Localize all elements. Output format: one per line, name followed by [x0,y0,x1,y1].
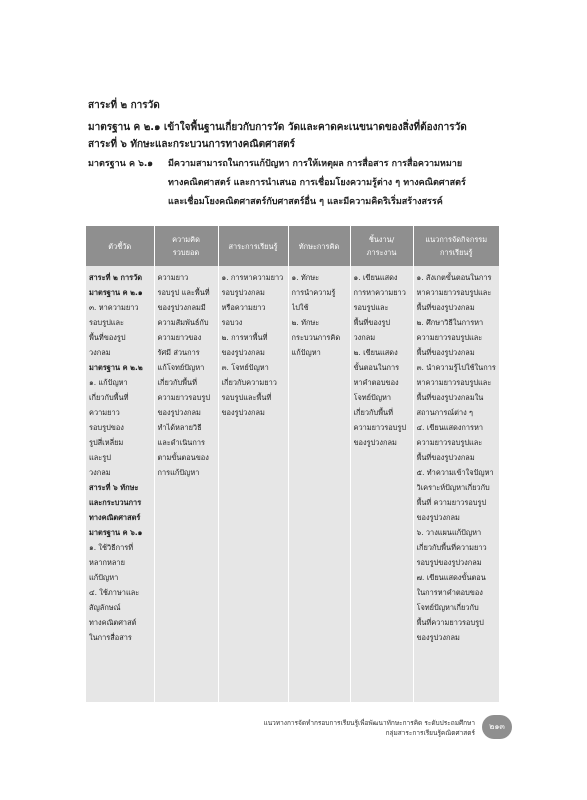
cell-line: ๓. นำความรู้ไปใช้ในการ [416,363,496,372]
cell-line: ๗. เขียนแสดงขั้นตอน [416,573,486,582]
cell-line: ของรูปวงกลม [221,348,265,357]
cell-line: สาระที่ ๖ ทักษะ [89,483,139,492]
cell-line: หาคำตอบของ [353,378,399,387]
cell-line: การหาความยาว [353,288,406,297]
cell-line: รอบรูป และพื้นที่ [157,288,210,297]
cell-line: รอบรูปของ [89,423,124,432]
cell-line: ของรูปวงกลม [157,408,201,417]
cell-line: ๒. เขียนแสดง [353,348,398,357]
cell-line: การนำความรู้ [291,288,336,297]
cell-line: เกี่ยวกับความยาว [221,378,277,387]
cell-line: พื้นที่ของรูปวงกลม [416,348,475,357]
cell-line: รอบรูปของรูปวงกลม [416,558,482,567]
cell-line: ในการสื่อสาร [89,633,132,642]
cell-line: รอบรูปวงกลม [221,288,265,297]
cell-line: หรือความยาว [221,303,266,312]
page-footer [260,718,475,738]
cell-line: วงกลม [353,333,376,342]
cell-line: ความยาว [89,408,120,417]
cell-learning-content [218,266,288,702]
cell-line: ความสัมพันธ์กับ [157,318,209,327]
header-activities: แนวการจัดกิจกรรม การเรียนรู้ [413,226,499,266]
cell-line: หลากหลาย [89,558,125,567]
cell-line: พื้นที่ของรูปวงกลม [416,453,475,462]
cell-indicators [86,266,154,702]
cell-line: ๒. การหาพื้นที่ [221,333,268,342]
cell-line: โจทย์ปัญหา [353,393,392,402]
cell-line: ความยาวของ [157,333,202,342]
cell-line: ของรูปวงกลม [221,408,265,417]
cell-line: ๓. หาความยาว [89,303,139,312]
cell-line: พื้นที่ของรูป [353,318,391,327]
cell-line: ของรูปวงกลมมี [157,303,206,312]
cell-line: มาตรฐาน ค ๒.๑ [89,288,143,297]
header-indicators: ตัวชี้วัด [86,226,154,266]
cell-line: มาตรฐาน ค ๖.๑ [89,528,143,537]
cell-line: เกี่ยวกับพื้นที่ [89,393,129,402]
cell-line: ของรูปวงกลม [416,633,460,642]
cell-line: ๑. สังเกตขั้นตอนในการ [416,273,492,282]
cell-line: ทางคณิตศาสตร์ [89,513,141,522]
cell-line: ตามขั้นตอนของ [157,453,209,462]
standard-6-1-line: มีความสามารถในการแก้ปัญหา การให้เหตุผล การสื่อสาร การสื่อความหมาย [168,159,463,169]
cell-line: ๔. เขียนแสดงการหา [416,423,484,432]
footer-line-1: แนวทางการจัดทำกรอบการเรียนรู้เพื่อพัฒนาทักษะการคิด ระดับประถมศึกษา [263,719,475,727]
cell-line: รัศมี ส่วนการ [157,348,200,357]
cell-line: รูปสี่เหลี่ยม [89,438,124,447]
cell-line: หาความยาวรอบรูปและ [416,378,492,387]
cell-line: การแก้ปัญหา [157,468,200,477]
cell-line: วงกลม [89,468,111,477]
cell-line: ความยาว [157,273,189,282]
cell-activities [413,266,499,702]
cell-line: มาตรฐาน ค ๒.๒ [89,363,143,372]
cell-line: ความยาวรอบรูปและ [416,333,483,342]
cell-line: ๒. ศึกษาวิธีในการหา [416,318,484,327]
cell-line: ในการหาคำตอบของ [416,588,483,597]
cell-line: และรูป [89,453,111,462]
cell-line: ๒. ทักษะ [291,318,320,327]
cell-line: เกี่ยวกับพื้นที่ความยาว [416,543,487,552]
cell-line: ๑. ทักษะ [291,273,320,282]
strand-2-heading: สาระที่ ๒ การวัด [88,100,160,111]
standard-6-1-label: มาตรฐาน ค ๖.๑ [88,159,153,169]
standard-2-1-heading: มาตรฐาน ค ๒.๑ เข้าใจพื้นฐานเกี่ยวกับการวัด วัดและคาดคะเนขนาดของสิ่งที่ต้องการวัด [88,122,467,133]
cell-line: รอบรูปและพื้นที่ [221,393,272,402]
cell-line: รอบรูปและ [353,303,389,312]
cell-line: ๑. ใช้วิธีการที่ [89,543,134,552]
cell-line: ๔. ใช้ภาษาและ [89,588,140,597]
cell-line: ๑. การหาความยาว [221,273,284,282]
standard-6-1-line: และเชื่อมโยงคณิตศาสตร์กับศาสตร์อื่น ๆ และมีความคิดริเริ่มสร้างสรรค์ [168,197,443,207]
cell-line: เกี่ยวกับพื้นที่ [353,408,393,417]
cell-line: แก้ปัญหา [291,348,321,357]
cell-line: หาความยาวรอบรูปและ [416,288,492,297]
cell-line: สาระที่ ๒ การวัด [89,273,143,282]
cell-line: รอบวง [221,318,243,327]
cell-line: ความยาวรอบรูป [353,423,407,432]
cell-line: ๓. โจทย์ปัญหา [221,363,269,372]
cell-line: ของรูปวงกลม [416,513,460,522]
cell-line: สัญลักษณ์ [89,603,121,612]
cell-line: ความยาวรอบรูป [157,393,211,402]
cell-line: ของรูปวงกลม [353,438,397,447]
cell-line: พื้นที่ความยาวรอบรูป [416,618,484,627]
cell-line: รอบรูปและ [89,318,125,327]
learning-framework-table [86,226,499,702]
cell-line: กระบวนการคิด [291,333,341,342]
cell-line: ไปใช้ [291,303,309,312]
cell-line: วิเคราะห์ปัญหาเกี่ยวกับ [416,483,490,492]
standard-6-1-line: ทางคณิตศาสตร์ และการนำเสนอ การเชื่อมโยงความรู้ต่าง ๆ ทางคณิตศาสตร์ [168,178,466,188]
cell-line: ทางคณิตศาสต์ [89,618,137,627]
cell-line: พื้นที่ ความยาวรอบรูป [416,498,487,507]
standard-6-1-text [168,155,506,212]
cell-line: ๑. แก้ปัญหา [89,378,128,387]
cell-line: ความยาวรอบรูปและ [416,438,483,447]
table-header-row [86,226,499,266]
cell-line: เกี่ยวกับพื้นที่ [157,378,197,387]
header-tasks: ชิ้นงาน/ ภาระงาน [350,226,413,266]
cell-line: พื้นที่ของรูป [89,333,126,342]
header-thinking-skills: ทักษะการคิด [288,226,350,266]
table-row [86,266,499,702]
page-number-badge: ๒๑๓ [482,715,512,739]
cell-line: ขั้นตอนในการ [353,363,400,372]
strand-6-heading: สาระที่ ๖ ทักษะและกระบวนการทางคณิตศาสตร์ [88,139,296,150]
cell-line: พื้นที่ของรูปวงกลมใน [416,393,484,402]
cell-line: พื้นที่ของรูปวงกลม [416,303,475,312]
header-learning-content: สาระการเรียนรู้ [218,226,288,266]
header-concept: ความคิด รวบยอด [154,226,218,266]
cell-line: โจทย์ปัญหาเกี่ยวกับ [416,603,479,612]
cell-thinking-skills [288,266,350,702]
cell-line: ๕. ทำความเข้าใจปัญหา [416,468,494,477]
cell-line: ทำได้หลายวิธี [157,423,202,432]
cell-line: แก้โจทย์ปัญหา [157,363,205,372]
cell-line: วงกลม [89,348,111,357]
cell-line: และดำเนินการ [157,438,205,447]
cell-line: ๑. เขียนแสดง [353,273,398,282]
cell-tasks [350,266,413,702]
cell-line: ๖. วางแผนแก้ปัญหา [416,528,482,537]
footer-line-2: กลุ่มสาระการเรียนรู้คณิตศาสตร์ [385,729,475,737]
cell-line: และกระบวนการ [89,498,142,507]
cell-concept [154,266,218,702]
cell-line: สถานการณ์ต่าง ๆ [416,408,474,417]
cell-line: แก้ปัญหา [89,573,119,582]
